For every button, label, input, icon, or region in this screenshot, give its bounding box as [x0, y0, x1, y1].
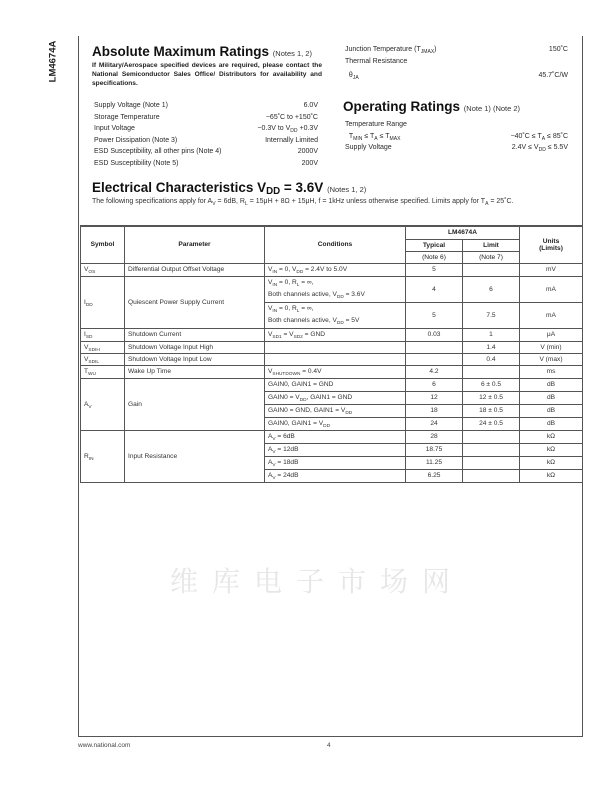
text-segment: = 6dB	[275, 432, 295, 440]
abs-max-list	[94, 100, 318, 169]
text-segment: 150˚C	[548, 46, 568, 53]
text-segment: Both channels active, V	[268, 317, 337, 324]
subscript: DD	[538, 147, 546, 153]
text-segment: Supply Voltage (Note 1)	[94, 102, 168, 109]
text-segment: V	[268, 367, 273, 375]
cell-typical	[406, 353, 463, 365]
cell-units: dB	[520, 417, 583, 430]
rating-value	[266, 112, 318, 124]
text-segment: 2000V	[297, 148, 318, 155]
text-segment: A	[84, 400, 89, 408]
cell-parameter: Differential Output Offset Voltage	[125, 263, 265, 276]
text-segment: A	[268, 432, 273, 440]
cell-typical: 24	[406, 417, 463, 430]
cell-parameter: Shutdown Voltage Input Low	[125, 353, 265, 365]
subscript: SDIH	[88, 347, 100, 353]
cell-limit: 24 ± 0.5	[463, 417, 520, 430]
cell-conditions	[265, 456, 406, 469]
subscript: DD	[290, 128, 298, 134]
subscript: WU	[88, 372, 96, 377]
text-segment: = GND	[302, 330, 325, 338]
cell-parameter: Input Resistance	[125, 430, 265, 482]
text-segment: = 3.6V	[343, 291, 365, 298]
side-part-label: LM4674A	[47, 40, 59, 83]
cell-units: dB	[520, 391, 583, 404]
table-row	[81, 341, 583, 353]
text-segment: GAIN0, GAIN1 = GND	[268, 380, 334, 388]
text-segment: ≤ T	[377, 132, 390, 140]
abs-max-title: Absolute Maximum Ratings (Notes 1, 2)	[92, 44, 312, 59]
operating-item	[345, 119, 568, 131]
text-segment: I	[84, 298, 86, 306]
cell-typical: 11.25	[406, 456, 463, 469]
cell-units: dB	[520, 378, 583, 391]
subscript: V	[212, 201, 216, 207]
cell-limit	[463, 430, 520, 443]
rating-label	[345, 67, 359, 84]
operating-list	[345, 119, 568, 154]
text-segment: −40˚C ≤ T	[510, 132, 542, 140]
operating-title: Operating Ratings (Note 1) (Note 2)	[343, 99, 521, 114]
abs-max-warning: If Military/Aerospace specified devices are required, please contact the National Semiconductor Sales Office/ Distributors for availability and specifications.	[92, 62, 322, 87]
abs-max-item	[94, 146, 318, 158]
subscript: L	[296, 309, 300, 314]
text-segment: −65˚C to +150˚C	[265, 113, 318, 121]
table-row	[81, 430, 583, 443]
subscript: V	[272, 462, 276, 468]
cell-limit: 18 ± 0.5	[463, 404, 520, 417]
subscript: JA	[352, 75, 359, 81]
cell-symbol	[81, 276, 125, 328]
rating-value	[257, 123, 318, 135]
text-segment: GAIN0 = V	[268, 393, 300, 401]
cell-units: mV	[520, 263, 583, 276]
header-typical: Typical	[406, 239, 463, 251]
subscript: OS	[88, 270, 96, 275]
subscript: A	[485, 201, 489, 207]
rating-label	[345, 142, 392, 154]
text-segment: = 24dB	[275, 471, 299, 479]
abs-max-right-list	[345, 44, 568, 84]
text-segment: V	[84, 355, 89, 363]
rating-value	[304, 100, 318, 112]
rating-label	[345, 44, 437, 56]
text-segment: = 0, V	[277, 265, 297, 273]
cell-parameter: Gain	[125, 378, 265, 430]
rating-label	[345, 131, 400, 143]
cell-units: mA	[520, 302, 583, 328]
text-segment: −0.3V to V	[257, 125, 291, 132]
text-segment: GAIN0 = GND, GAIN1 = V	[268, 406, 346, 414]
cell-typical	[406, 341, 463, 353]
text-segment: GAIN0, GAIN1 = V	[268, 419, 324, 427]
cell-limit	[463, 456, 520, 469]
cell-limit	[463, 443, 520, 456]
cell-units: kΩ	[520, 469, 583, 482]
header-parameter: Parameter	[125, 226, 265, 263]
cell-conditions	[265, 404, 406, 417]
text-segment: Both channels active, V	[268, 291, 337, 298]
cell-limit	[463, 263, 520, 276]
cell-typical: 18	[406, 404, 463, 417]
text-segment: = V	[281, 330, 294, 338]
operating-item	[345, 142, 568, 154]
rating-value	[512, 142, 568, 154]
subscript: JMAX	[420, 49, 435, 55]
header-typical-note: (Note 6)	[406, 251, 463, 263]
cell-typical: 5	[406, 263, 463, 276]
rating-label	[94, 135, 177, 147]
cell-limit: 6 ± 0.5	[463, 378, 520, 391]
text-segment: A	[268, 458, 273, 466]
text-segment: θ	[345, 72, 353, 79]
cell-typical: 0.03	[406, 328, 463, 341]
cell-parameter: Quiescent Power Supply Current	[125, 276, 265, 328]
electrical-notes: (Notes 1, 2)	[327, 185, 367, 194]
abs-max-notes: (Notes 1, 2)	[272, 49, 312, 58]
subscript: DD	[85, 302, 93, 308]
rating-value	[265, 135, 318, 147]
cell-typical: 28	[406, 430, 463, 443]
subscript: SD2	[293, 334, 303, 340]
abs-max-item	[94, 112, 318, 124]
cell-conditions	[265, 417, 406, 430]
footer-url: www.national.com	[78, 742, 131, 749]
subscript: DD	[336, 295, 344, 300]
subscript: DD	[266, 186, 281, 197]
subscript: L	[296, 283, 300, 288]
rating-value	[511, 131, 568, 143]
text-segment: ≤ 5.5V	[545, 144, 568, 151]
text-segment: = ∞,	[299, 279, 314, 286]
text-segment: = 6dB, R	[215, 198, 245, 205]
text-segment: Junction Temperature (T	[345, 46, 421, 53]
text-segment: V	[268, 330, 273, 338]
text-segment: = 0, R	[277, 279, 297, 286]
cell-limit	[463, 365, 520, 378]
abs-max-item	[94, 123, 318, 135]
text-segment: = 3.6V	[280, 180, 324, 195]
cell-units: μA	[520, 328, 583, 341]
cell-conditions	[265, 302, 406, 328]
rating-label	[94, 146, 221, 158]
cell-conditions	[265, 263, 406, 276]
subscript: DD	[323, 423, 331, 429]
subscript: L	[244, 201, 248, 207]
table-row	[81, 353, 583, 365]
subscript: A	[541, 135, 546, 142]
abs-max-item	[94, 100, 318, 112]
cell-parameter: Shutdown Current	[125, 328, 265, 341]
text-segment: ESD Susceptibility (Note 5)	[94, 159, 179, 167]
table-row	[81, 328, 583, 341]
cell-conditions	[265, 469, 406, 482]
rating-value	[549, 44, 568, 56]
subscript: V	[272, 436, 276, 442]
text-segment: = 25˚C.	[488, 198, 514, 205]
cell-limit: 12 ± 0.5	[463, 391, 520, 404]
cell-typical: 4.2	[406, 365, 463, 378]
header-limit: Limit	[463, 239, 520, 251]
cell-units: ms	[520, 365, 583, 378]
subscript: IN	[272, 283, 278, 288]
rating-label	[345, 56, 407, 68]
text-segment: +0.3V	[297, 125, 318, 132]
text-segment: V	[84, 343, 89, 351]
header-units: Units (Limits)	[520, 226, 583, 263]
rating-value	[298, 146, 318, 158]
abs-max-item	[345, 56, 568, 68]
cell-symbol	[81, 263, 125, 276]
text-segment: A	[268, 471, 273, 479]
text-segment: 6.0V	[303, 102, 318, 109]
abs-max-item	[94, 158, 318, 170]
footer-page-number: 4	[327, 742, 331, 749]
subscript: V	[272, 449, 276, 455]
text-segment: T	[84, 368, 89, 375]
cell-limit	[463, 469, 520, 482]
cell-symbol	[81, 341, 125, 353]
text-segment: 2.4V ≤ V	[511, 144, 539, 151]
cell-units: V (min)	[520, 341, 583, 353]
operating-item	[345, 131, 568, 143]
cell-units: kΩ	[520, 443, 583, 456]
text-segment: V	[268, 305, 273, 312]
cell-conditions	[265, 353, 406, 365]
subscript: MIN	[353, 135, 363, 142]
text-segment: = 0.4V	[300, 367, 322, 375]
text-segment: 200V	[301, 159, 318, 167]
text-segment: Storage Temperature	[94, 113, 160, 121]
subscript: SHUTDOWN	[272, 371, 301, 377]
watermark: 维库电子市场网	[170, 565, 465, 598]
text-segment: Temperature Range	[345, 121, 407, 128]
cell-typical: 6	[406, 378, 463, 391]
cell-symbol	[81, 328, 125, 341]
text-segment: R	[84, 452, 89, 460]
cell-limit: 7.5	[463, 302, 520, 328]
subscript: DD	[299, 397, 307, 403]
text-segment: )	[434, 46, 437, 53]
cell-typical: 4	[406, 276, 463, 302]
cell-units: kΩ	[520, 456, 583, 469]
cell-typical: 12	[406, 391, 463, 404]
rating-value	[538, 67, 568, 84]
operating-notes: (Note 1) (Note 2)	[463, 104, 521, 113]
subscript: SD	[85, 335, 93, 340]
text-segment: Thermal Resistance	[345, 57, 408, 65]
cell-conditions	[265, 365, 406, 378]
cell-limit: 1.4	[463, 341, 520, 353]
cell-typical: 6.25	[406, 469, 463, 482]
cell-conditions	[265, 443, 406, 456]
table-row	[81, 276, 583, 302]
electrical-description	[92, 197, 580, 207]
cell-parameter: Wake Up Time	[125, 365, 265, 378]
text-segment: Input Voltage	[94, 125, 135, 132]
cell-conditions	[265, 430, 406, 443]
text-segment: = 5V	[343, 317, 360, 324]
subscript: SDIL	[88, 359, 99, 365]
text-segment: V	[84, 266, 89, 273]
text-segment: ≤ 85˚C	[545, 132, 568, 140]
rating-label	[94, 123, 135, 135]
rating-label	[94, 100, 168, 112]
subscript: DD	[345, 410, 353, 416]
rating-label	[94, 158, 178, 170]
cell-conditions	[265, 341, 406, 353]
text-segment: = 2.4V to 5.0V	[303, 265, 348, 273]
text-segment: Power Dissipation (Note 3)	[94, 136, 178, 144]
text-segment: ≤ T	[362, 132, 375, 140]
text-segment: The following specifications apply for A	[92, 198, 213, 205]
cell-conditions	[265, 276, 406, 302]
subscript: A	[374, 135, 378, 142]
cell-conditions	[265, 391, 406, 404]
text-segment: Internally Limited	[265, 136, 318, 144]
table-row	[81, 263, 583, 276]
subscript: IN	[272, 269, 278, 275]
subscript: IN	[88, 456, 94, 462]
cell-limit: 1	[463, 328, 520, 341]
rating-value	[302, 158, 318, 170]
abs-max-item	[345, 67, 568, 84]
header-conditions: Conditions	[265, 226, 406, 263]
table-row	[81, 378, 583, 391]
cell-limit: 0.4	[463, 353, 520, 365]
cell-limit: 6	[463, 276, 520, 302]
cell-conditions	[265, 378, 406, 391]
subscript: DD	[296, 269, 304, 275]
text-segment: T	[345, 132, 354, 140]
text-segment: = 12dB	[275, 445, 299, 453]
electrical-title-text	[92, 180, 323, 195]
cell-symbol	[81, 378, 125, 430]
text-segment: Supply Voltage	[345, 144, 392, 151]
text-segment: = 18dB	[275, 458, 299, 466]
header-device: LM4674A	[406, 226, 520, 239]
text-segment: , GAIN1 = GND	[306, 393, 353, 401]
cell-symbol	[81, 353, 125, 365]
cell-typical: 18.75	[406, 443, 463, 456]
subscript: IN	[272, 309, 278, 314]
cell-typical: 5	[406, 302, 463, 328]
header-symbol: Symbol	[81, 226, 125, 263]
subscript: V	[88, 404, 92, 410]
electrical-characteristics-table	[80, 225, 583, 483]
cell-units: mA	[520, 276, 583, 302]
text-segment: 45.7˚C/W	[538, 72, 568, 79]
cell-symbol	[81, 430, 125, 482]
electrical-title	[92, 180, 366, 195]
text-segment: ESD Susceptibility, all other pins (Note 4)	[94, 148, 222, 155]
cell-units: V (max)	[520, 353, 583, 365]
table-row	[81, 365, 583, 378]
cell-symbol	[81, 365, 125, 378]
subscript: V	[272, 475, 276, 481]
text-segment: I	[84, 331, 86, 338]
text-segment: = 0, R	[277, 305, 297, 312]
text-segment: V	[268, 265, 273, 273]
header-limit-note: (Note 7)	[463, 251, 520, 263]
text-segment: Electrical Characteristics V	[92, 180, 267, 195]
text-segment: = ∞,	[299, 305, 314, 312]
cell-conditions	[265, 328, 406, 341]
subscript: DD	[336, 321, 344, 326]
abs-max-item	[94, 135, 318, 147]
text-segment: V	[268, 279, 273, 286]
subscript: SD1	[272, 334, 282, 340]
text-segment: = 15μH + 8Ω + 15μH, f = 1kHz unless otherwise specified. Limits apply for T	[247, 198, 486, 205]
cell-units: dB	[520, 404, 583, 417]
abs-max-item	[345, 44, 568, 56]
rating-label	[345, 119, 407, 131]
text-segment: A	[268, 445, 273, 453]
rating-label	[94, 112, 160, 124]
cell-parameter: Shutdown Voltage Input High	[125, 341, 265, 353]
subscript: MAX	[389, 135, 401, 142]
cell-units: kΩ	[520, 430, 583, 443]
